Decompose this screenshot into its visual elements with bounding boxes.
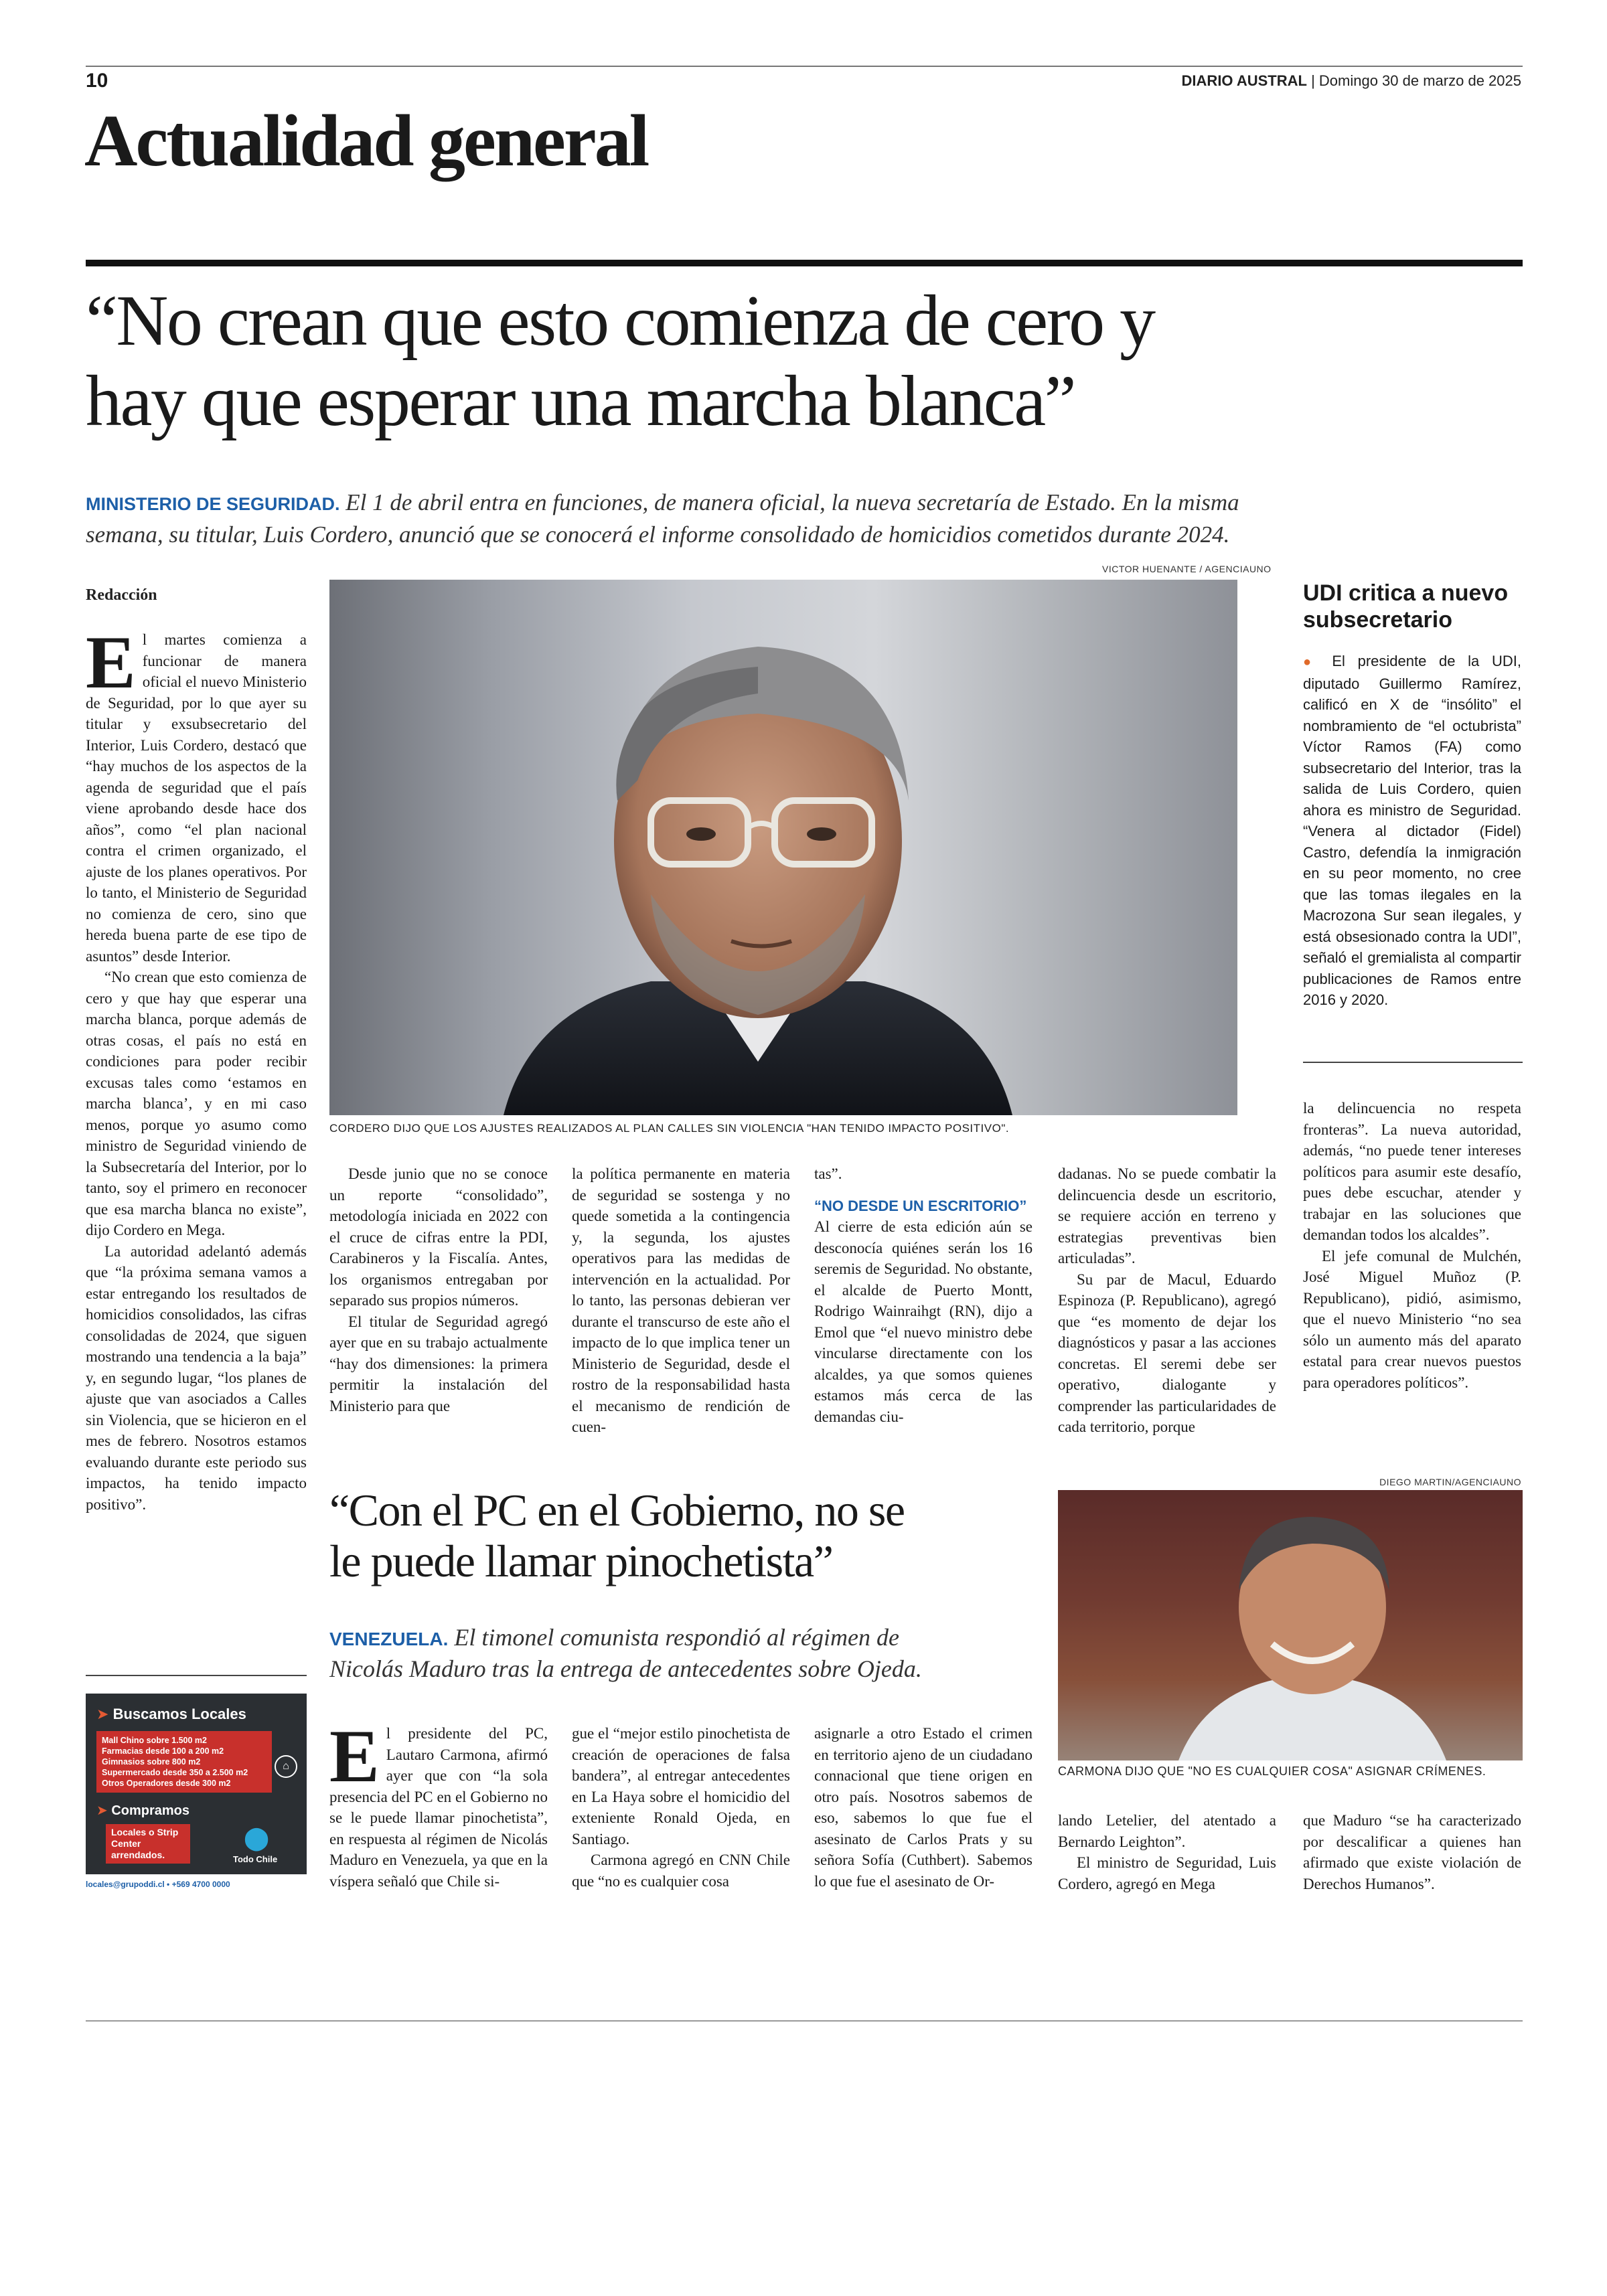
main-col6-p2: El jefe comunal de Mulchén, José Miguel Muñoz (P. Republicano), pidió, asimismo, que el nuevo Ministerio “no sea sólo un aumento más del aparato estatal para crear nuevos puestos para operadores políticos”.	[1303, 1247, 1521, 1391]
main-col2-p1: Desde junio que no se conoce un reporte “consolidado”, metodología iniciada en 2022 con el cruce de cifras entre la PDI, Carabineros y la Fiscalía. Antes, los organismos entregaban por separado sus propios números.	[329, 1165, 548, 1309]
main-col-4	[814, 1163, 1032, 1427]
publication-name: DIARIO AUSTRAL	[1181, 72, 1307, 89]
ad-line: Mall Chino sobre 1.500 m2	[102, 1736, 207, 1745]
separator: |	[1311, 72, 1319, 89]
second-deck-line2: Nicolás Maduro tras la entrega de antecedentes sobre Ojeda.	[329, 1655, 922, 1682]
ad-location: Todo Chile	[233, 1854, 278, 1864]
main-deck-line1	[86, 487, 1532, 519]
main-headline-line1: “No crean que esto comienza de cero y	[86, 281, 1154, 361]
ad-contact[interactable]: locales@grupoddi.cl • +569 4700 0000	[86, 1880, 230, 1889]
main-kicker: MINISTERIO DE SEGURIDAD.	[86, 494, 340, 514]
second-deck-line1	[329, 1623, 1046, 1654]
main-deck-text1: El 1 de abril entra en funciones, de manera oficial, la nueva secretaría de Estado. En la misma	[346, 489, 1239, 515]
main-dropcap: E	[86, 621, 136, 704]
publication-date: Domingo 30 de marzo de 2025	[1318, 72, 1521, 89]
sidebar-text: El presidente de la UDI, diputado Guillermo Ramírez, calificó en X de “insólito” el nombramiento de “el octubrista” Víctor Ramos (FA) como subsecretario del Interior, tras la salida de Luis Cordero, quien ahora es ministro de Seguridad. “Venera al dictador (Fidel) Castro, defendía la inmigración en su peor momento, no cree que las tomas ilegales en la Macrozona Sur sean ilegales, y está obsesionado contra la UDI”, señaló el gremialista al compartir publicaciones de Ramos entre 2016 y 2020.	[1303, 653, 1521, 1008]
cordero-photo	[329, 580, 1237, 1115]
main-col-2	[329, 1163, 548, 1416]
main-col-6	[1303, 1098, 1521, 1393]
ad-arrow-icon: ➤	[96, 1706, 109, 1722]
second-col-1	[329, 1715, 548, 1892]
portrait-illustration	[329, 580, 1237, 1115]
second-col-4	[1058, 1810, 1276, 1894]
main-col-3	[572, 1163, 790, 1438]
main-col1-p3: La autoridad adelantó además que “la próxima semana vamos a estar entregando los resultados de homicidios consolidados, las cifras consolidadas de 2024, que siguen mostrando una tendencia a la baja” y, en segundo lugar, “los planes de ajuste que van asociados a Calles sin Violencia, que se hicieron en el mes de febrero. Nosotros estamos evaluando durante este periodo sus impactos, ha tenido impacto positivo”.	[86, 1242, 307, 1513]
sidebar-bullet: ●	[1303, 655, 1320, 669]
headline-rule	[86, 260, 1523, 266]
main-col-1	[86, 621, 307, 1515]
section-title: Actualidad general	[84, 100, 648, 181]
ad-location-pin-icon: ⬤	[244, 1825, 270, 1851]
second-col2-p2: Carmona agregó en CNN Chile que “no es cualquier cosa	[572, 1852, 790, 1890]
ad-title: Buscamos Locales	[112, 1706, 246, 1722]
second-dropcap: E	[329, 1715, 380, 1798]
main-col4-p2: Al cierre de esta edición aún se desconocía quiénes serán los 16 seremis de Seguridad. No obstante, el alcalde de Puerto Montt, Rodrigo Wainraihgt (RN), dijo a Emol que “el nuevo ministro debe vincularse directamente con los alcaldes, ya que somos quienes estamos más cerca de las demandas ciu-	[814, 1218, 1032, 1425]
main-col1-p2: “No crean que esto comienza de cero y que hay que esperar una marcha blanca, porque además de otras cosas, el país no está en condiciones para poder recibir excusas tales como ‘estamos en marcha blanca’, y en mi caso menos, porque yo asumo como ministro de Seguridad viniendo de la Subsecretaría del Interior, por lo tanto, soy el primero en reconocer que esa marcha blanca no existe”, dijo Cordero en Mega.	[86, 969, 307, 1238]
main-deck	[86, 487, 1532, 550]
carmona-photo	[1058, 1490, 1523, 1760]
second-photo-caption: CARMONA DIJO QUE "NO ES CUALQUIER COSA" ASIGNAR CRÍMENES.	[1058, 1765, 1486, 1778]
ad-buy-row	[96, 1802, 307, 1819]
ad-line: Farmacias desde 100 a 200 m2	[102, 1746, 224, 1756]
carmona-illustration	[1058, 1490, 1523, 1760]
main-photo-credit: VICTOR HUENANTE / AGENCIAUNO	[1102, 564, 1272, 574]
ad-buy-title: Compramos	[111, 1803, 190, 1818]
second-col-3	[814, 1723, 1032, 1892]
main-col4-p1: tas”.	[814, 1165, 842, 1182]
main-photo-caption: CORDERO DIJO QUE LOS AJUSTES REALIZADOS AL PLAN CALLES SIN VIOLENCIA "HAN TENIDO IMPACTO POSITIVO".	[329, 1122, 1010, 1135]
sidebar-body	[1303, 651, 1521, 1011]
ad-box[interactable]	[86, 1694, 307, 1874]
ad-arrow-icon: ➤	[96, 1803, 108, 1818]
second-col4-p1: lando Letelier, del atentado a Bernardo Leighton”.	[1058, 1812, 1276, 1850]
main-col6-p1: la delincuencia no respeta fronteras”. La nueva autoridad, además, “no puede tener intereses políticos para asumir este desafío, pues debe escuchar, atender y trabajar en las soluciones que demandan todos los alcaldes”.	[1303, 1100, 1521, 1243]
main-headline-line2: hay que esperar una marcha blanca”	[86, 361, 1075, 441]
main-col5-p1: dadanas. No se puede combatir la delincuencia desde un escritorio, se requiere acción en terreno y estrategias preventivas bien articuladas”.	[1058, 1165, 1276, 1266]
second-col1-p1: l presidente del PC, Lautaro Carmona, afirmó ayer que con “la sola presencia del PC en el Gobierno no se le puede llamar pinochetista”, en respuesta al régimen de Nicolás Maduro en Venezuela, ya que en la víspera señaló que Chile si-	[329, 1725, 548, 1890]
sidebar-rule	[1303, 1062, 1523, 1063]
second-col-5	[1303, 1810, 1521, 1894]
top-rule	[86, 66, 1523, 67]
second-headline-line2: le puede llamar pinochetista”	[329, 1536, 833, 1586]
second-deck-text1: El timonel comunista respondió al régimen de	[454, 1624, 899, 1651]
main-byline: Redacción	[86, 586, 157, 604]
second-col5-p1: que Maduro “se ha caracterizado por descalificar a quienes han afirmado que existe violación de Derechos Humanos”.	[1303, 1812, 1521, 1892]
main-col3-p1: la política permanente en materia de seguridad se sostenga y no quede sometida a la contingencia y, la segunda, los ajustes operativos para las medidas de intervención en la actualidad. Por lo tanto, las personas debieran ver durante el transcurso de este año el impacto de lo que implica tener un Ministerio de Seguridad, desde el rostro de la responsabilidad hasta el mecanismo de rendición de cuen-	[572, 1165, 790, 1435]
ad-line: Otros Operadores desde 300 m2	[102, 1779, 231, 1788]
left-col-rule	[86, 1675, 307, 1676]
ad-building-icon: ⌂	[275, 1755, 297, 1778]
second-headline-line1: “Con el PC en el Gobierno, no se	[329, 1485, 905, 1536]
main-subhead: “NO DESDE UN ESCRITORIO”	[814, 1197, 1027, 1214]
bottom-rule	[86, 2020, 1523, 2022]
second-col4-p2: El ministro de Seguridad, Luis Cordero, agregó en Mega	[1058, 1854, 1276, 1892]
main-deck-line2: semana, su titular, Luis Cordero, anunció que se conocerá el informe consolidado de homicidios cometidos durante 2024.	[86, 521, 1230, 548]
ad-buy-text: Locales o Strip Center arrendados.	[106, 1824, 190, 1864]
second-deck	[329, 1623, 1046, 1684]
second-col3-p1: asignarle a otro Estado el crimen en territorio ajeno de un ciudadano connacional que tiene origen en otro país. Nosotros sabemos de eso, sabemos lo que fue el asesinato de Carlos Prats y su señora Sofía (Cuthbert). Sabemos lo que fue el asesinato de Or-	[814, 1725, 1032, 1890]
main-col-5	[1058, 1163, 1276, 1438]
main-col2-p2: El titular de Seguridad agregó ayer que en su trabajo actualmente “hay dos dimensiones: la primera permitir la instalación del Ministerio para que	[329, 1313, 548, 1414]
second-kicker: VENEZUELA.	[329, 1629, 449, 1649]
second-col2-p1: gue el “mejor estilo pinochetista de creación de operaciones de falsa bandera”, al entregar antecedentes en La Haya sobre el homicidio del exteniente Ronald Ojeda, en Santiago.	[572, 1725, 790, 1848]
ad-line: Gimnasios sobre 800 m2	[102, 1757, 201, 1767]
main-col5-p2: Su par de Macul, Eduardo Espinoza (P. Republicano), agregó que “es momento de dejar los diagnósticos y pasar a las acciones concretas. El seremi debe ser operativo, dialogante y comprender las particularidades de cada territorio, porque	[1058, 1270, 1276, 1435]
page-number: 10	[86, 70, 108, 92]
ad-title-row	[96, 1706, 307, 1723]
second-headline	[329, 1485, 1046, 1586]
ad-list	[96, 1731, 272, 1793]
publication-info	[1182, 72, 1521, 90]
sidebar-title: UDI critica a nuevo subsecretario	[1303, 580, 1509, 633]
ad-line: Supermercado desde 350 a 2.500 m2	[102, 1768, 248, 1777]
second-col-2	[572, 1723, 790, 1892]
second-photo-credit: DIEGO MARTIN/AGENCIAUNO	[1379, 1477, 1521, 1487]
main-col1-p1: l martes comienza a funcionar de manera oficial el nuevo Ministerio de Seguridad, por lo que ayer su titular y exsubsecretario del Interior, Luis Cordero, destacó que “hay muchos de los aspectos de la agenda de seguridad que el país viene aprobando desde hace dos años”, como “el plan nacional contra el crimen organizado, el ajuste de los planes operativos. Por lo tanto, el Ministerio de Seguridad no comienza de cero, sino que hereda buena parte de ese tipo de asuntos” desde Interior.	[86, 631, 307, 965]
main-headline	[86, 281, 1559, 442]
